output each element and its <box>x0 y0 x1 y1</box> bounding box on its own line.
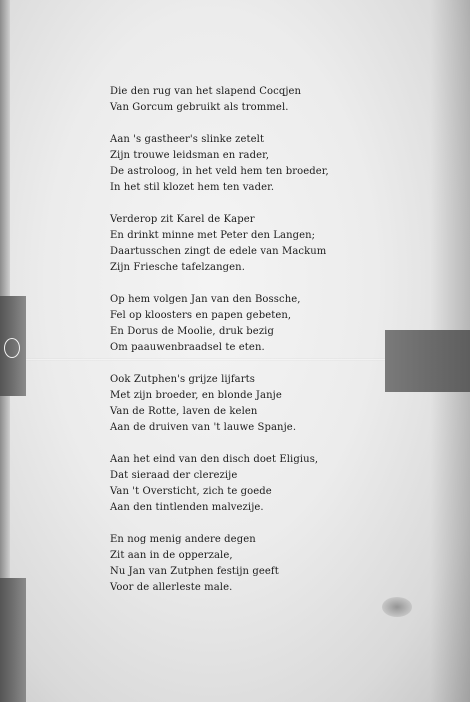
poem-line: Van de Rotte, laven de kelen <box>110 406 258 417</box>
stanza-6 <box>110 452 329 516</box>
stanza-4 <box>110 292 329 356</box>
poem-line: En nog menig andere degen <box>110 534 256 545</box>
poem-line: Ook Zutphen's grijze lijfarts <box>110 374 255 385</box>
poem-line: En Dorus de Moolie, druk bezig <box>110 326 274 337</box>
poem-line: Daartusschen zingt de edele van Mackum <box>110 246 327 257</box>
poem-line: Aan de druiven van 't lauwe Spanje. <box>110 422 297 433</box>
poem-line: Die den rug van het slapend Cocqjen <box>110 86 302 97</box>
poem-text <box>110 84 329 612</box>
poem-line: Op hem volgen Jan van den Bossche, <box>110 294 301 305</box>
stanza-3 <box>110 212 329 276</box>
poem-line: Nu Jan van Zutphen festijn geeft <box>110 566 279 577</box>
poem-line: Zit aan in de opperzale, <box>110 550 233 561</box>
poem-line: In het stil klozet hem ten vader. <box>110 182 275 193</box>
poem-line: Van Gorcum gebruikt als trommel. <box>110 102 289 113</box>
poem-line: Zijn Friesche tafelzangen. <box>110 262 245 273</box>
poem-line: Aan het eind van den disch doet Eligius, <box>110 454 319 465</box>
poem-line: Dat sieraad der clerezije <box>110 470 238 481</box>
poem-line: De astroloog, in het veld hem ten broeder, <box>110 166 329 177</box>
poem-line: Aan 's gastheer's slinke zetelt <box>110 134 265 145</box>
poem-line: Van 't Oversticht, zich te goede <box>110 486 272 497</box>
stanza-2 <box>110 132 329 196</box>
poem-line: Om paauwenbraadsel te eten. <box>110 342 265 353</box>
binding-tab-left-lower <box>0 578 26 702</box>
poem-line: Fel op kloosters en papen gebeten, <box>110 310 292 321</box>
poem-line: Aan den tintlenden malvezije. <box>110 502 264 513</box>
poem-line: Zijn trouwe leidsman en rader, <box>110 150 270 161</box>
stanza-5 <box>110 372 329 436</box>
ink-stain <box>382 597 412 617</box>
poem-line: En drinkt minne met Peter den Langen; <box>110 230 316 241</box>
poem-line: Verderop zit Karel de Kaper <box>110 214 255 225</box>
binding-string <box>4 338 20 358</box>
poem-line: Voor de allerleste male. <box>110 582 233 593</box>
poem-line: Met zijn broeder, en blonde Janje <box>110 390 282 401</box>
binding-tab-right <box>385 330 470 392</box>
stanza-1 <box>110 84 329 116</box>
stanza-7 <box>110 532 329 596</box>
